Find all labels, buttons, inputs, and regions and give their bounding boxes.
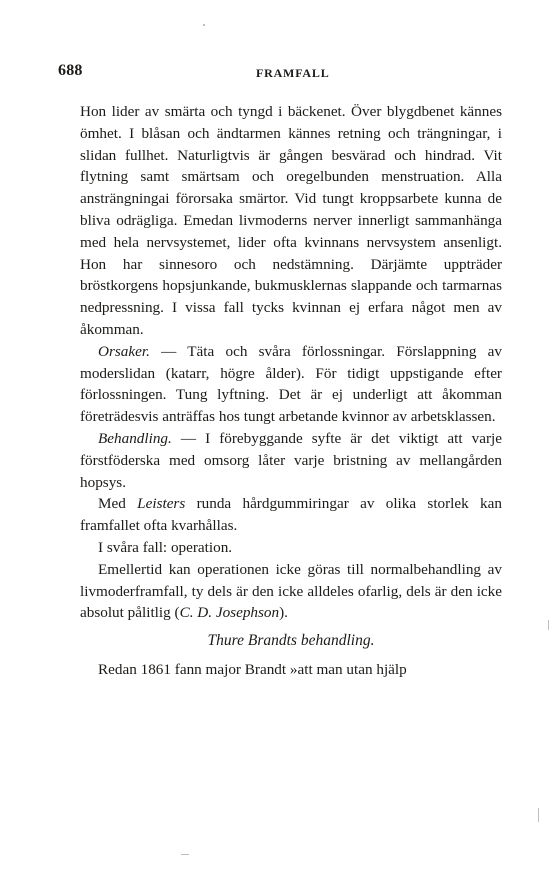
causes-paragraph [80,341,502,428]
causes-text: — Täta och svåra förlossningar. Förslappning av moderslidan (katarr, högre ålder). För tidigt uppstigande efter förlossningen. Tung lyftning. Det är ej underligt att åkomman företrädesvis anträffas hos tungt arbetande kvinnor av arbetsklassen. [80,342,502,426]
paper-speck [538,808,539,822]
operation-caveat-paragraph [80,559,502,624]
operation-paragraph: I svåra fall: operation. [98,538,233,556]
symptoms-paragraph: Hon lider av smärta och tyngd i bäckenet. Över blygdbenet kännes ömhet. I blåsan och ändtarmen kännes retning och trängningar, i slidan fullhet. Naturligtvis är gången besvärad och hindrad. Vit flytning samt smärtsam och oregelbunden menstruation. Alla ansträngningai förorsaka smärtor. Vid tungt kroppsarbete kunna de bliva odrägliga. Emedan livmoderns nerver innerligt sammanhänga med hela nervsystemet, lider ofta kvinnans nervsystem ansenligt. Hon har sinnesoro och nedstämning. Därjämte uppträder bröstkorgens hopsjunkande, bukmusklernas slappande och tarmarnas nedpressning. I vissa fall tycks kvinnan ej erfara något men av åkomman. [80,103,502,338]
paper-speck [548,620,549,630]
page-number: 688 [58,62,83,79]
leisters-text: runda hårdgummiringar av olika storlek kan framfallet ofta kvarhållas. [80,495,502,535]
treatment-heading: Behandling. [98,429,172,447]
citation-close: ). [279,604,288,622]
page-body [80,101,502,681]
treatment-text: — I förebyggande syfte är det viktigt att varje förstföderska med omsorg låter varje bristning av mellangården hopsys. [80,429,502,491]
paper-speck [203,24,205,26]
running-head: FRAMFALL [256,66,330,80]
final-line: Redan 1861 fann major Brandt »att man utan hjälp [98,661,407,679]
treatment-paragraph [80,428,502,493]
paper-speck [181,854,189,855]
section-subheading: Thure Brandts behandling. [207,632,375,650]
page-header [58,62,510,86]
leisters-paragraph [80,493,502,537]
citation-name: C. D. Josephson [179,604,280,622]
causes-heading: Orsaker. [98,342,150,360]
operation-caveat-text: Emellertid kan operationen icke göras till normalbehandling av livmoderframfall, ty dels är den icke alldeles ofarlig, dels är den icke absolut pålitlig ( [80,560,502,622]
leisters-intro: Med [98,495,138,513]
leisters-name: Leisters [137,495,186,513]
